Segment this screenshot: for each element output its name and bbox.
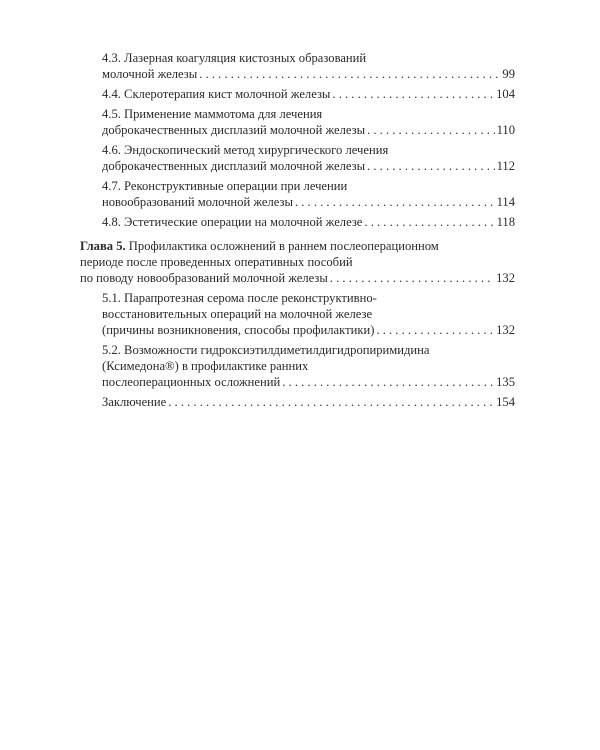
toc-entry-4-7[interactable] — [80, 178, 515, 210]
toc-entry-title-line: доброкачественных дисплазий молочной железы — [102, 159, 366, 173]
dot-leader — [367, 122, 495, 138]
toc-entry-title-line: (Ксимедона®) в профилактике ранних — [102, 359, 309, 373]
toc-entry-title-line: послеоперационных осложнений — [102, 375, 281, 389]
chapter-label: Глава 5. — [80, 239, 126, 253]
toc-entry-title-line: 4.3. Лазерная коагуляция кистозных образований — [102, 51, 367, 65]
toc-chapter-title-line: Профилактика осложнений в раннем послеоперационном — [125, 239, 439, 253]
toc-chapter-title-line: периоде после проведенных оперативных пособий — [80, 255, 353, 269]
toc-entry-title-line: доброкачественных дисплазий молочной железы — [102, 123, 366, 137]
toc-page-number: 99 — [502, 67, 515, 81]
dot-leader — [199, 66, 500, 82]
toc-page-number: 114 — [496, 195, 515, 209]
toc-entry-title-line: Заключение — [102, 395, 167, 409]
toc-page-number: 118 — [496, 215, 515, 229]
toc-chapter-5[interactable] — [80, 238, 515, 286]
dot-leader — [295, 194, 495, 210]
toc-page-number: 154 — [496, 395, 515, 409]
toc-entry-4-5[interactable] — [80, 106, 515, 138]
toc-entry-title-line: 4.6. Эндоскопический метод хирургического лечения — [102, 143, 389, 157]
toc-entry-title-line: восстановительных операций на молочной железе — [102, 307, 373, 321]
toc-page-number: 110 — [496, 123, 515, 137]
toc-entry-title-line: 5.2. Возможности гидроксиэтилдиметилдигидропиримидина — [102, 343, 430, 357]
toc-page-number: 132 — [496, 323, 515, 337]
toc-page-number: 132 — [496, 271, 515, 285]
toc-entry-4-4[interactable] — [80, 86, 515, 102]
toc-page-number: 135 — [496, 375, 515, 389]
toc-entry-4-6[interactable] — [80, 142, 515, 174]
toc-entry-title-line: 4.8. Эстетические операции на молочной железе — [102, 215, 363, 229]
dot-leader — [330, 270, 494, 286]
toc-entry-4-8[interactable] — [80, 214, 515, 230]
toc-entry-title-line: молочной железы — [102, 67, 198, 81]
toc-entry-conclusion[interactable] — [80, 394, 515, 410]
toc-entry-title-line: 4.5. Применение маммотома для лечения — [102, 107, 323, 121]
dot-leader — [332, 86, 494, 102]
toc-entry-title-line: (причины возникновения, способы профилактики) — [102, 323, 375, 337]
toc-chapter-title-line: по поводу новообразований молочной железы — [80, 271, 328, 285]
toc-entry-5-2[interactable] — [80, 342, 515, 390]
toc-chapter-first-line — [80, 238, 515, 254]
dot-leader — [364, 214, 494, 230]
toc-page-number: 104 — [496, 87, 515, 101]
toc-page-number: 112 — [496, 159, 515, 173]
table-of-contents — [80, 50, 515, 414]
toc-entry-title-line: новообразований молочной железы — [102, 195, 293, 209]
toc-entry-title-line: 4.4. Склеротерапия кист молочной железы — [102, 87, 331, 101]
toc-entry-title-line: 5.1. Парапротезная серома после реконструктивно- — [102, 291, 377, 305]
dot-leader — [282, 374, 494, 390]
toc-entry-5-1[interactable] — [80, 290, 515, 338]
dot-leader — [376, 322, 494, 338]
toc-entry-title-line: 4.7. Реконструктивные операции при лечении — [102, 179, 348, 193]
toc-entry-4-3[interactable] — [80, 50, 515, 82]
dot-leader — [168, 394, 494, 410]
dot-leader — [367, 158, 495, 174]
